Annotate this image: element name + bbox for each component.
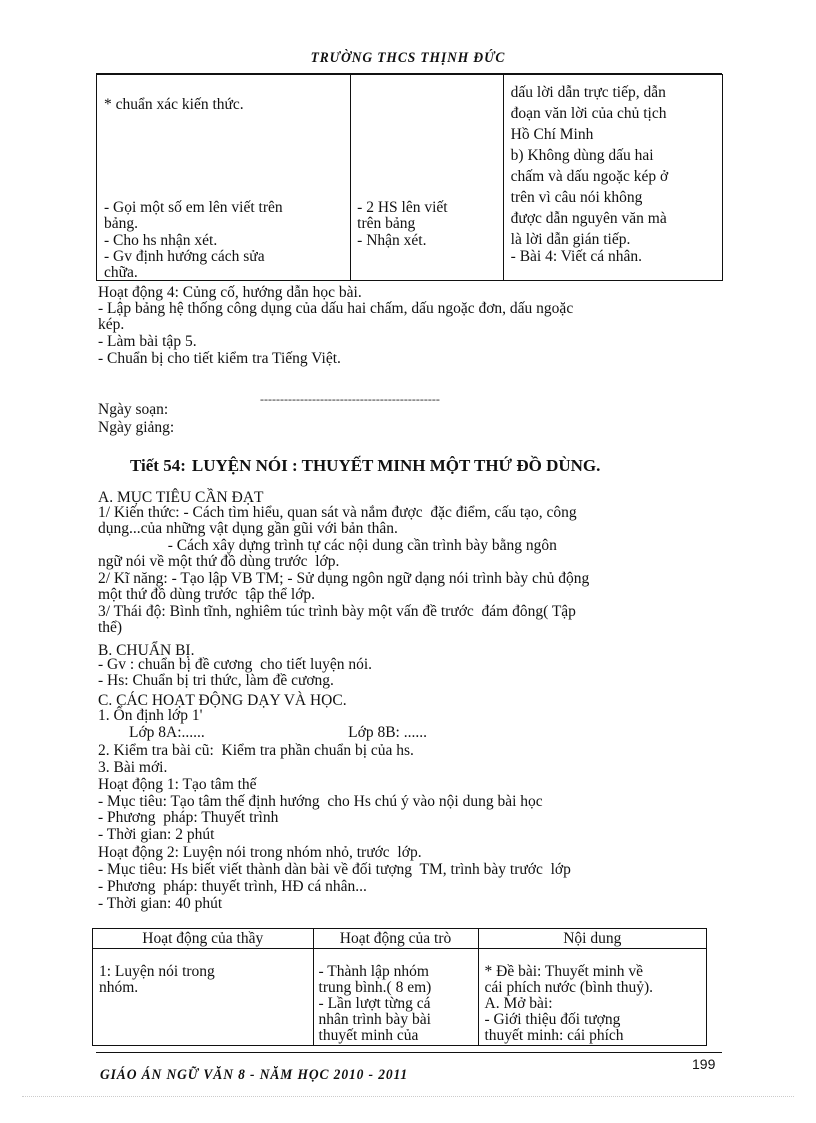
- text-line: 2/ Kĩ năng: - Tạo lập VB TM; - Sử dụng ngôn ngữ dạng nói trình bày chủ động: [98, 570, 590, 587]
- cell-line: - Giới thiệu đối tượng: [484, 1011, 621, 1028]
- cell-line: trung bình.( 8 em): [318, 979, 432, 996]
- cell-line: nhân trình bày bài: [318, 1011, 431, 1028]
- text-line: - Mục tiêu: Hs biết viết thành dàn bài về đối tượng TM, trình bày trước lớp: [98, 861, 571, 878]
- cell-line: chấm và dấu ngoặc kép ở: [510, 168, 669, 185]
- cell-line: - Gv định hướng cách sửa: [104, 248, 265, 265]
- text-line: kép.: [98, 316, 125, 333]
- text-line: Hoạt động 4: Củng cố, hướng dẫn học bài.: [98, 284, 362, 301]
- text-line: - Hs: Chuẩn bị tri thức, làm đề cương.: [98, 672, 334, 689]
- text-line: C. CÁC HOẠT ĐỘNG DẠY VÀ HỌC.: [98, 692, 347, 709]
- col-header-content: Nội dung: [478, 929, 707, 949]
- text-line: - Phương pháp: Thuyết trình: [98, 809, 279, 826]
- text-line: ngữ nói về một thứ đồ dùng trước lớp.: [98, 553, 340, 570]
- text-line: A. MỤC TIÊU CẦN ĐẠT: [98, 489, 264, 506]
- text-line: Hoạt động 2: Luyện nói trong nhóm nhỏ, trước lớp.: [98, 844, 422, 861]
- text-line: - Chuẩn bị cho tiết kiểm tra Tiếng Việt.: [98, 350, 341, 367]
- text-line: - Gv : chuẩn bị đề cương cho tiết luyện nói.: [98, 656, 373, 673]
- cell-line: - Cho hs nhận xét.: [104, 232, 218, 249]
- text-line: - Làm bài tập 5.: [98, 333, 197, 350]
- lesson-name: LUYỆN NÓI : THUYẾT MINH MỘT THỨ ĐỒ DÙNG.: [191, 456, 601, 475]
- cell-line: được dẫn nguyên văn mà: [510, 210, 667, 227]
- text-line: Hoạt động 1: Tạo tâm thế: [98, 776, 257, 793]
- page-bottom-edge: [22, 1096, 794, 1097]
- cell-line: thuyết minh: cái phích: [484, 1027, 624, 1044]
- page-number: 199: [692, 1056, 716, 1072]
- cell-line: - 2 HS lên viết: [357, 199, 448, 216]
- text-line: B. CHUẨN BỊ.: [98, 642, 195, 659]
- cell-line: A. Mở bài:: [484, 995, 553, 1012]
- text-line: - Phương pháp: thuyết trình, HĐ cá nhân...: [98, 878, 367, 895]
- text-line: 1. Ổn định lớp 1': [98, 707, 203, 724]
- text-line: Lớp 8A:...... Lớp 8B: ......: [98, 724, 427, 741]
- cell-line: nhóm.: [99, 979, 139, 996]
- cell-line: Hồ Chí Minh: [510, 126, 594, 143]
- content-cell: [478, 949, 707, 1046]
- cell-line: đoạn văn lời của chủ tịch: [510, 105, 667, 122]
- cell-line: là lời dẫn gián tiếp.: [510, 231, 631, 248]
- activity-table: [92, 928, 707, 1046]
- cell-line: bảng.: [104, 215, 139, 232]
- cell-line: - Lần lượt từng cá: [318, 995, 431, 1012]
- text-line: 3/ Thái độ: Bình tĩnh, nghiêm túc trình bày một vấn đề trước đám đông( Tập: [98, 603, 576, 620]
- cell-line: cái phích nước (bình thuỷ).: [484, 979, 654, 996]
- text-line: - Mục tiêu: Tạo tâm thế định hướng cho Hs chú ý vào nội dung bài học: [98, 793, 543, 810]
- text-line: thể): [98, 619, 123, 636]
- col-header-student: Hoạt động của trò: [313, 929, 478, 949]
- student-cell: [351, 75, 504, 281]
- col-header-teacher: Hoạt động của thầy: [93, 929, 314, 949]
- text-line: một thứ đồ dùng trước tập thể lớp.: [98, 586, 316, 603]
- text-line: 2. Kiểm tra bài cũ: Kiểm tra phần chuẩn bị của hs.: [98, 742, 414, 759]
- text-line: 3. Bài mới.: [98, 759, 168, 776]
- page-header: TRƯỜNG THCS THỊNH ĐỨC: [310, 50, 506, 66]
- lesson-title: [130, 456, 600, 476]
- cell-line: - Thành lập nhóm: [318, 963, 429, 980]
- student-cell: [313, 949, 478, 1046]
- cell-line: * chuẩn xác kiến thức.: [104, 96, 244, 113]
- text-line: - Lập bảng hệ thống công dụng của dấu hai chấm, dấu ngoặc đơn, dấu ngoặc: [98, 300, 574, 317]
- cell-line: chữa.: [104, 264, 138, 281]
- content-cell: [503, 75, 722, 281]
- cell-line: - Gọi một số em lên viết trên: [104, 199, 283, 216]
- separator-line: ---------------------------------------------: [260, 392, 440, 406]
- date-taught: Ngày giảng:: [98, 419, 175, 436]
- text-line: - Cách xây dựng trình tự các nội dung cần trình bày bằng ngôn: [98, 537, 557, 554]
- teacher-cell: [97, 75, 351, 281]
- cell-line: b) Không dùng dấu hai: [510, 147, 654, 164]
- cell-line: * Đề bài: Thuyết minh về: [484, 963, 644, 980]
- cell-line: 1: Luyện nói trong: [99, 963, 215, 980]
- activity-table-continued: [96, 74, 723, 281]
- footer-rule: [96, 1052, 722, 1053]
- date-prepared: Ngày soạn:: [98, 401, 169, 418]
- cell-line: dấu lời dẫn trực tiếp, dẫn: [510, 84, 666, 101]
- cell-line: - Bài 4: Viết cá nhân.: [510, 248, 643, 265]
- teacher-cell: [93, 949, 314, 1046]
- cell-line: trên bảng: [357, 215, 416, 232]
- text-line: dụng...của những vật dụng gần gũi với bản thân.: [98, 520, 398, 537]
- lesson-label: Tiết 54:: [130, 456, 186, 475]
- cell-line: - Nhận xét.: [357, 232, 427, 249]
- text-line: 1/ Kiến thức: - Cách tìm hiểu, quan sát và nắm được đặc điểm, cấu tạo, công: [98, 504, 577, 521]
- text-line: - Thời gian: 40 phút: [98, 895, 223, 912]
- page-footer: GIÁO ÁN NGỮ VĂN 8 - NĂM HỌC 2010 - 2011: [100, 1067, 409, 1083]
- cell-line: thuyết minh của: [318, 1027, 419, 1044]
- text-line: - Thời gian: 2 phút: [98, 826, 215, 843]
- cell-line: trên vì câu nói không: [510, 189, 643, 206]
